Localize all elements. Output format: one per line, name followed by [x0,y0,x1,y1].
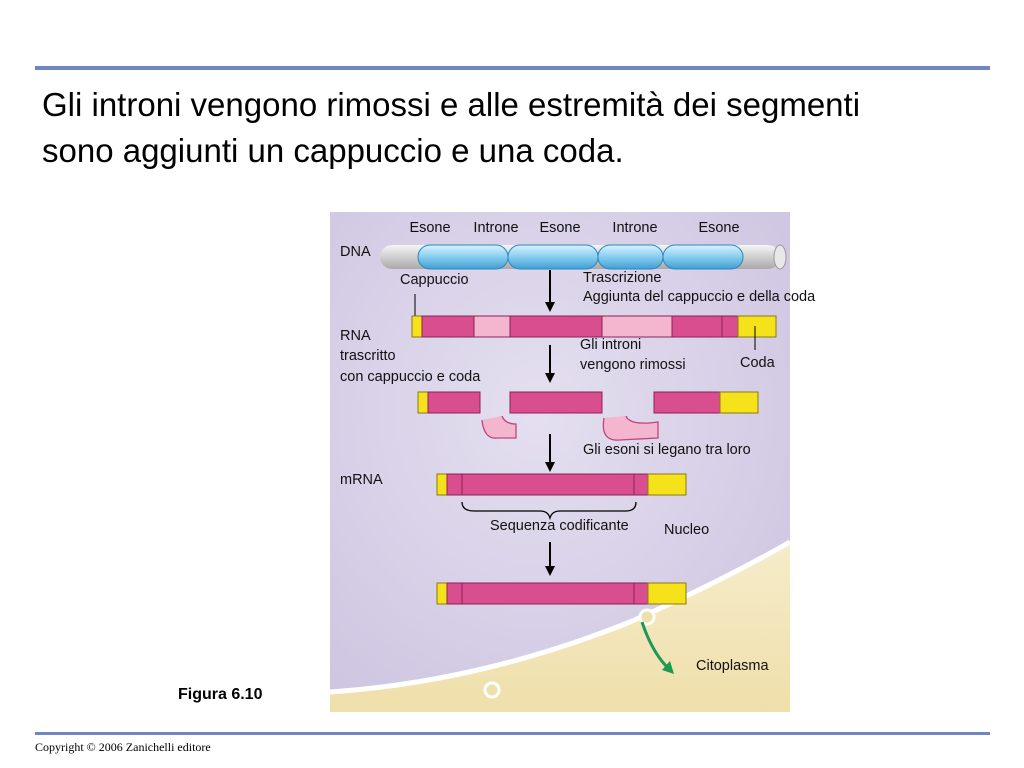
bottom-rule [35,732,990,735]
dna-molecule [380,245,786,269]
cytoplasm-label: Citoplasma [696,658,769,674]
slide-title-line-2: sono aggiunti un cappuccio e una coda. [42,132,624,169]
nucleus-label: Nucleo [664,522,710,538]
cap-label: Cappuccio [400,272,469,288]
pre-mrna-transcript [412,316,776,337]
introns-label: Gli introni [580,337,642,353]
slide-title-line-1: Gli introni vengono rimossi e alle estremità dei segmenti [42,86,861,123]
intron-label-1: Introne [473,220,519,236]
tail-label: Coda [740,355,775,371]
transcription-label: Trascrizione [583,270,662,286]
copyright-notice: Copyright © 2006 Zanichelli editore [35,740,211,754]
figure-canvas [330,212,816,712]
nuclear-pore-right [640,610,654,624]
intron-label-2: Introne [612,220,658,236]
cap-tail-addition-label: Aggiunta del cappuccio e della coda [583,289,816,305]
dna-label: DNA [340,244,371,260]
exon-label-2: Esone [539,220,581,236]
figure-label: Figura 6.10 [178,686,263,703]
exon-label-1: Esone [409,220,451,236]
capped-tailed-label: con cappuccio e coda [340,369,481,385]
mrna-exported [437,583,686,604]
exon-label-3: Esone [698,220,740,236]
mrna-label: mRNA [340,472,383,488]
exons-join-label: Gli esoni si legano tra loro [583,442,751,458]
coding-sequence-label: Sequenza codificante [490,518,629,534]
nuclear-pore-left [485,683,499,697]
top-rule [35,66,990,70]
rna-processing-figure [330,212,816,712]
mrna-nuclear [437,474,686,495]
separated-exons [418,392,758,413]
rna-label: RNA [340,328,371,344]
slide-title [42,82,982,174]
transcript-label: trascritto [340,348,396,364]
removed-label: vengono rimossi [580,357,686,373]
